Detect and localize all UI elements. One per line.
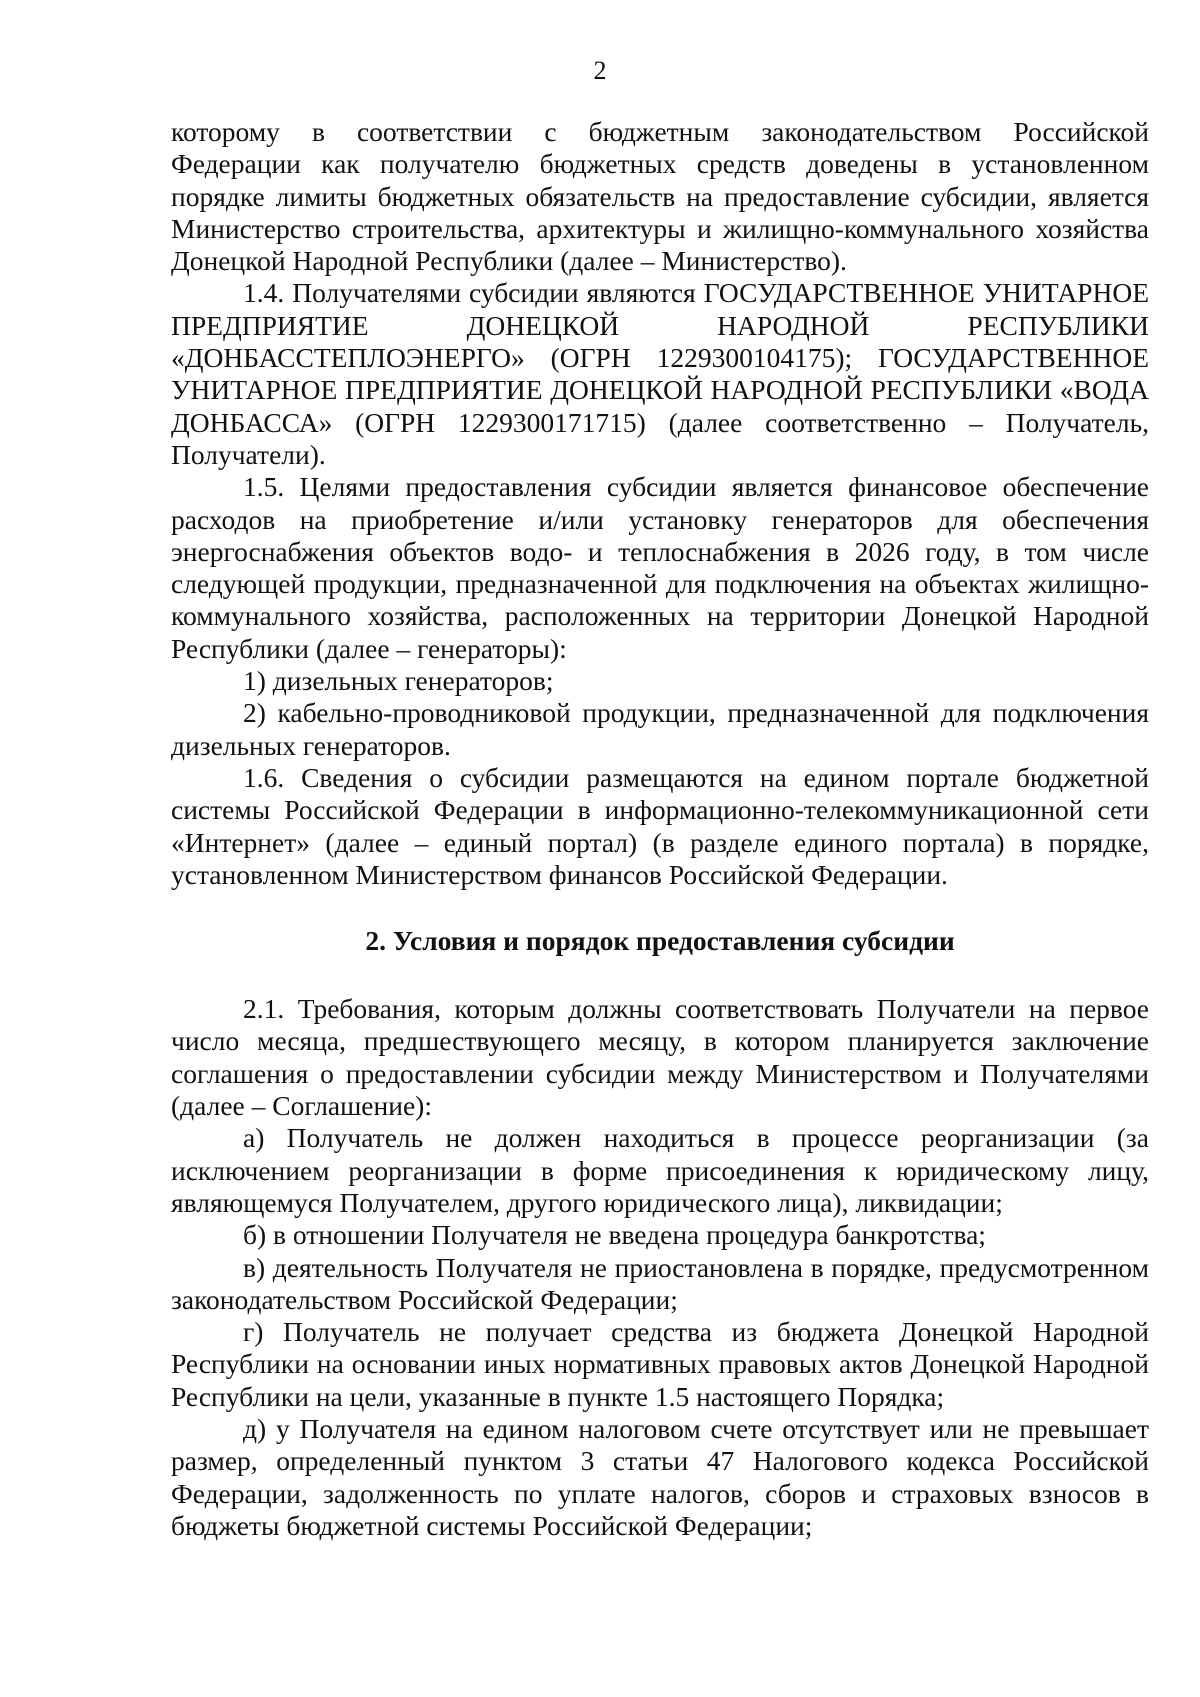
- section-2-heading: 2. Условия и порядок предоставления субсидии: [365, 925, 955, 957]
- list-item-v: в) деятельность Получателя не приостановлена в порядке, предусмотренном законодательством Российской Федерации;: [171, 1251, 1149, 1315]
- document-body: [171, 116, 1149, 1542]
- list-item-2: 2) кабельно-проводниковой продукции, предназначенной для подключения дизельных генераторов.: [171, 697, 1149, 761]
- paragraph-continuation-first-line: которому в соответствии с бюджетным законодательством Российской: [171, 116, 1149, 147]
- list-item-1: 1) дизельных генераторов;: [243, 665, 554, 697]
- paragraph-continuation: Федерации как получателю бюджетных средств доведены в установленном порядке лимиты бюджетных обязательств на предоставление субсидии, является Министерство строительства, архитектуры и жилищно-коммунального хозяйства Донецкой Народной Республики (далее – Министерство).: [171, 148, 1149, 277]
- paragraph-1-5: 1.5. Целями предоставления субсидии является финансовое обеспечение расходов на приобретение и/или установку генераторов для обеспечения энергоснабжения объектов водо- и теплоснабжения в 2026 году, в том числе следующей продукции, предназначенной для подключения на объектах жилищно-коммунального хозяйства, расположенных на территории Донецкой Народной Республики (далее – генераторы):: [171, 471, 1149, 664]
- paragraph-2-1: 2.1. Требования, которым должны соответствовать Получатели на первое число месяца, предшествующего месяцу, в котором планируется заключение соглашения о предоставлении субсидии между Министерством и Получателями (далее – Соглашение):: [171, 993, 1149, 1122]
- page-number: 2: [593, 56, 607, 85]
- list-item-a: а) Получатель не должен находиться в процессе реорганизации (за исключением реорганизации в форме присоединения к юридическому лицу, являющемуся Получателем, другого юридического лица), ликвидации;: [171, 1122, 1149, 1218]
- list-item-g: г) Получатель не получает средства из бюджета Донецкой Народной Республики на основании иных нормативных правовых актов Донецкой Народной Республики на цели, указанные в пункте 1.5 настоящего Порядка;: [171, 1316, 1149, 1412]
- list-item-d: д) у Получателя на едином налоговом счете отсутствует или не превышает размер, определенный пунктом 3 статьи 47 Налогового кодекса Российской Федерации, задолженность по уплате налогов, сборов и страховых взносов в бюджеты бюджетной системы Российской Федерации;: [171, 1412, 1149, 1541]
- paragraph-1-6: 1.6. Сведения о субсидии размещаются на едином портале бюджетной системы Российской Федерации в информационно-телекоммуникационной сети «Интернет» (далее – единый портал) (в разделе единого портала) в порядке, установленном Министерством финансов Российской Федерации.: [171, 761, 1149, 890]
- paragraph-1-4: 1.4. Получателями субсидии являются ГОСУДАРСТВЕННОЕ УНИТАРНОЕ ПРЕДПРИЯТИЕ ДОНЕЦКОЙ НАРОДНОЙ РЕСПУБЛИКИ «ДОНБАССТЕПЛОЭНЕРГО» (ОГРН 1229300104175); ГОСУДАРСТВЕННОЕ УНИТАРНОЕ ПРЕДПРИЯТИЕ ДОНЕЦКОЙ НАРОДНОЙ РЕСПУБЛИКИ «ВОДА ДОНБАССА» (ОГРН 1229300171715) (далее соответственно – Получатель, Получатели).: [171, 277, 1149, 470]
- list-item-b: б) в отношении Получателя не введена процедура банкротства;: [243, 1219, 986, 1251]
